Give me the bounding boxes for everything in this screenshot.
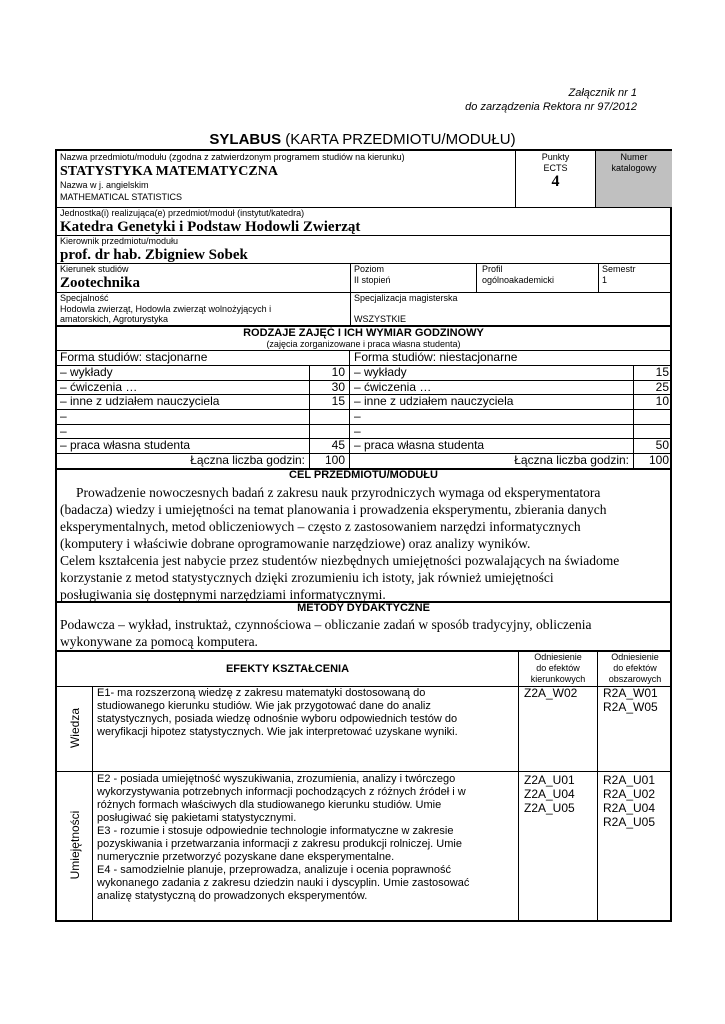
ft-row-hours: 45 — [331, 438, 345, 453]
knowledge-line: E1- ma rozszerzoną wiedzę z zakresu matematyki dostosowaną do — [97, 687, 426, 699]
hours-subheading: (zajęcia zorganizowane i praca własna studenta) — [266, 339, 461, 349]
unit-label: Jednostka(i) realizująca(e) przedmiot/moduł (instytut/katedra) — [60, 208, 305, 218]
module-name: STATYSTYKA MATEMATYCZNA — [60, 164, 278, 179]
pt-row-name: praca własna studenta — [364, 438, 485, 453]
skills-direction-refs — [524, 773, 575, 815]
methods-line: wykonywane za pomocą komputera. — [60, 634, 258, 649]
direction-ref-line-1: Odniesienie — [534, 652, 582, 662]
specialty-label: Specjalność — [60, 293, 109, 303]
ft-row-name: inne z udziałem nauczyciela — [70, 394, 220, 409]
skills-line: E2 - posiada umiejętność wyszukiwania, zrozumienia, analizy i twórczego — [97, 773, 456, 785]
english-name-label: Nazwa w j. angielskim — [60, 180, 149, 190]
knowledge-direction-refs — [524, 687, 577, 701]
annex-line-2: do zarządzenia Rektora nr 97/2012 — [465, 101, 637, 113]
goal-line: posługiwania się dostępnymi narzędziami informatycznymi. — [60, 587, 386, 602]
direction-ref-header — [519, 652, 597, 685]
goal-line: (komputery i właściwie dobrane oprogramowanie narzędziowe) oraz analizy wyników. — [60, 536, 531, 551]
master-spec-label: Specjalizacja magisterska — [354, 293, 458, 303]
direction-ref: Z2A_W02 — [524, 686, 578, 700]
area-ref: R2A_W01 — [603, 686, 658, 700]
skills-line: wykorzystywania potrzebnych informacji pochodzących z różnych źródeł i w — [97, 786, 466, 798]
pt-row-name: wykłady — [364, 365, 407, 379]
ft-row-bullet: – — [60, 365, 67, 379]
pt-row-bullet: – — [354, 365, 361, 379]
skills-line: posługiwać się pakietami statystycznymi. — [97, 812, 297, 824]
part-time-label: Forma studiów: niestacjonarne — [354, 350, 518, 364]
skills-line: pozyskiwania i przetwarzania informacji z zakresu produkcji rolniczej. Umie — [97, 838, 462, 850]
pt-row-hours: 50 — [655, 438, 669, 453]
knowledge-line: weryfikacji hipotez statystycznych. Wie jak interpretować uzyskane wyniki. — [97, 726, 458, 738]
skills-line: numerycznie przetworzyć pozyskane dane eksperymentalne. — [97, 851, 395, 863]
head-value: prof. dr hab. Zbigniew Sobek — [60, 247, 248, 263]
ft-row-bullet: – — [60, 394, 67, 409]
goal-line: (badacza) wiedzy i umiejętności na temat planowania i prowadzenia eksperymentu, zbierania danych — [60, 502, 607, 517]
goal-heading: CEL PRZEDMIOTU/MODUŁU — [289, 469, 438, 481]
goal-line: Prowadzenie nowoczesnych badań z zakresu nauk przyrodniczych wymaga od eksperymentatora — [76, 485, 601, 500]
title-rest: (KARTA PRZEDMIOTU/MODUŁU) — [281, 131, 516, 148]
outcomes-heading: EFEKTY KSZTAŁCENIA — [225, 663, 350, 675]
profile-label: Profil — [482, 264, 503, 274]
goal-text — [60, 484, 667, 603]
field-label: Kierunek studiów — [60, 264, 129, 274]
area-ref-line-3: obszarowych — [608, 674, 662, 684]
goal-line: korzystanie z metod statystycznych dzięki zrozumieniu ich istoty, jak również umiejętności — [60, 570, 554, 585]
area-ref: R2A_U01 — [603, 773, 656, 787]
skills-outcome — [97, 773, 515, 903]
pt-row-name: ćwiczenia … — [364, 379, 432, 394]
document-title — [0, 131, 725, 148]
total-ft: 100 — [324, 453, 345, 467]
area-ref-line-1: Odniesienie — [611, 652, 659, 662]
methods-heading: METODY DYDAKTYCZNE — [297, 602, 430, 614]
head-label: Kierownik przedmiotu/modułu — [60, 236, 179, 246]
ft-row-hours: 15 — [331, 394, 345, 409]
ects-label — [516, 152, 595, 174]
pt-row-hours: 15 — [655, 365, 669, 379]
pt-row-bullet: – — [354, 438, 361, 453]
catalog-label-line-2: katalogowy — [611, 163, 657, 173]
catalog-label-line-1: Numer — [620, 152, 648, 162]
ft-row-bullet: – — [60, 409, 67, 423]
total-label-ft: Łączna liczba godzin: — [190, 453, 305, 467]
pt-row-name: inne z udziałem nauczyciela — [364, 394, 514, 409]
area-ref: R2A_U02 — [603, 787, 656, 801]
annex-line-1: Załącznik nr 1 — [568, 87, 637, 99]
ft-row-bullet: – — [60, 438, 67, 453]
ft-row-hours: 10 — [331, 365, 345, 379]
pt-row-bullet: – — [354, 379, 361, 394]
goal-line: Celem kształcenia jest nabycie przez studentów niezbędnych umiejętności pozwalających na świadome — [60, 553, 620, 568]
skills-area-refs — [603, 773, 655, 829]
area-ref-line-2: do efektów — [613, 663, 657, 673]
syllabus-table — [55, 149, 672, 922]
pt-row-bullet: – — [354, 409, 361, 423]
goal-line: eksperymentalnych, metod obliczeniowych – często z zastosowaniem narzędzi informatycznych — [60, 519, 581, 534]
direction-ref: Z2A_U05 — [524, 801, 575, 815]
level-value: II stopień — [354, 275, 391, 285]
pt-row-bullet: – — [354, 423, 361, 438]
pt-row-bullet: – — [354, 394, 361, 409]
ft-row-hours: 30 — [331, 379, 345, 394]
catalog-label — [596, 152, 672, 174]
profile-value: ogólnoakademicki — [482, 275, 555, 285]
skills-line: E4 - samodzielnie planuje, przeprowadza, analizuje i ocenia poprawność — [97, 864, 452, 876]
ft-row-name: praca własna studenta — [70, 438, 191, 453]
knowledge-area-refs — [603, 687, 658, 714]
ft-row-bullet: – — [60, 379, 67, 394]
area-ref: R2A_U05 — [603, 815, 656, 829]
area-ref: R2A_W05 — [603, 699, 658, 714]
specialty-value-2: amatorskich, Agroturystyka — [60, 314, 169, 324]
direction-ref: Z2A_U04 — [524, 787, 575, 801]
pt-row-hours: 25 — [655, 379, 669, 394]
direction-ref: Z2A_U01 — [524, 773, 575, 787]
ft-row-name: wykłady — [70, 365, 113, 379]
master-spec-value: WSZYSTKIE — [354, 314, 407, 324]
title-bold: SYLABUS — [209, 131, 282, 148]
skills-line: E3 - rozumie i stosuje odpowiednie technologie informatyczne w zakresie — [97, 825, 454, 837]
direction-ref-line-3: kierunkowych — [530, 674, 586, 684]
pt-row-hours: 10 — [655, 394, 669, 409]
ects-value: 4 — [551, 173, 560, 190]
knowledge-line: studiowanego kierunku studiów. Wie jak przygotować dane do analiz — [97, 700, 431, 712]
english-name: MATHEMATICAL STATISTICS — [60, 192, 183, 202]
specialty-value-1: Hodowla zwierząt, Hodowla zwierząt wolnożyjących i — [60, 304, 272, 314]
full-time-label: Forma studiów: stacjonarne — [60, 350, 208, 364]
skills-line: wykonanego zadania z zakresu dziedzin nauki i dyscyplin. Umie zastosować — [97, 877, 470, 889]
total-pt: 100 — [648, 453, 669, 467]
ft-row-bullet: – — [60, 423, 67, 438]
ects-label-line-2: ECTS — [543, 163, 568, 173]
annex-note — [465, 86, 637, 114]
semester-label: Semestr — [602, 264, 636, 274]
methods-text — [60, 616, 667, 650]
module-name-label: Nazwa przedmiotu/modułu (zgodna z zatwierdzonym programem studiów na kierunku) — [60, 152, 405, 162]
hours-heading: RODZAJE ZAJĘĆ I ICH WYMIAR GODZINOWY — [243, 327, 484, 339]
knowledge-outcome — [97, 687, 515, 739]
area-ref: R2A_U04 — [603, 801, 656, 815]
semester-value: 1 — [602, 275, 608, 285]
area-ref-header — [598, 652, 672, 685]
ft-row-name: ćwiczenia … — [70, 379, 138, 394]
unit-value: Katedra Genetyki i Podstaw Hodowli Zwierząt — [60, 219, 361, 235]
knowledge-line: statystycznych, posiada wiedzę odnośnie wyboru odpowiednich testów do — [97, 713, 458, 725]
direction-ref-line-2: do efektów — [536, 663, 580, 673]
skills-line: różnych formach właściwych dla studiowanego kierunku studiów. Umie — [97, 799, 442, 811]
methods-line: Podawcza – wykład, instruktaż, czynnościowa – obliczanie zadań w sposób tradycyjny, obliczenia — [60, 617, 592, 632]
knowledge-label: Wiedza — [68, 708, 82, 749]
ects-label-line-1: Punkty — [541, 152, 570, 162]
skills-label: Umiejętności — [68, 810, 82, 880]
level-label: Poziom — [354, 264, 385, 274]
field-value: Zootechnika — [60, 275, 141, 291]
total-label-pt: Łączna liczba godzin: — [514, 453, 629, 467]
skills-line: analizę statystyczną do prowadzonych eksperymentów. — [97, 890, 368, 902]
